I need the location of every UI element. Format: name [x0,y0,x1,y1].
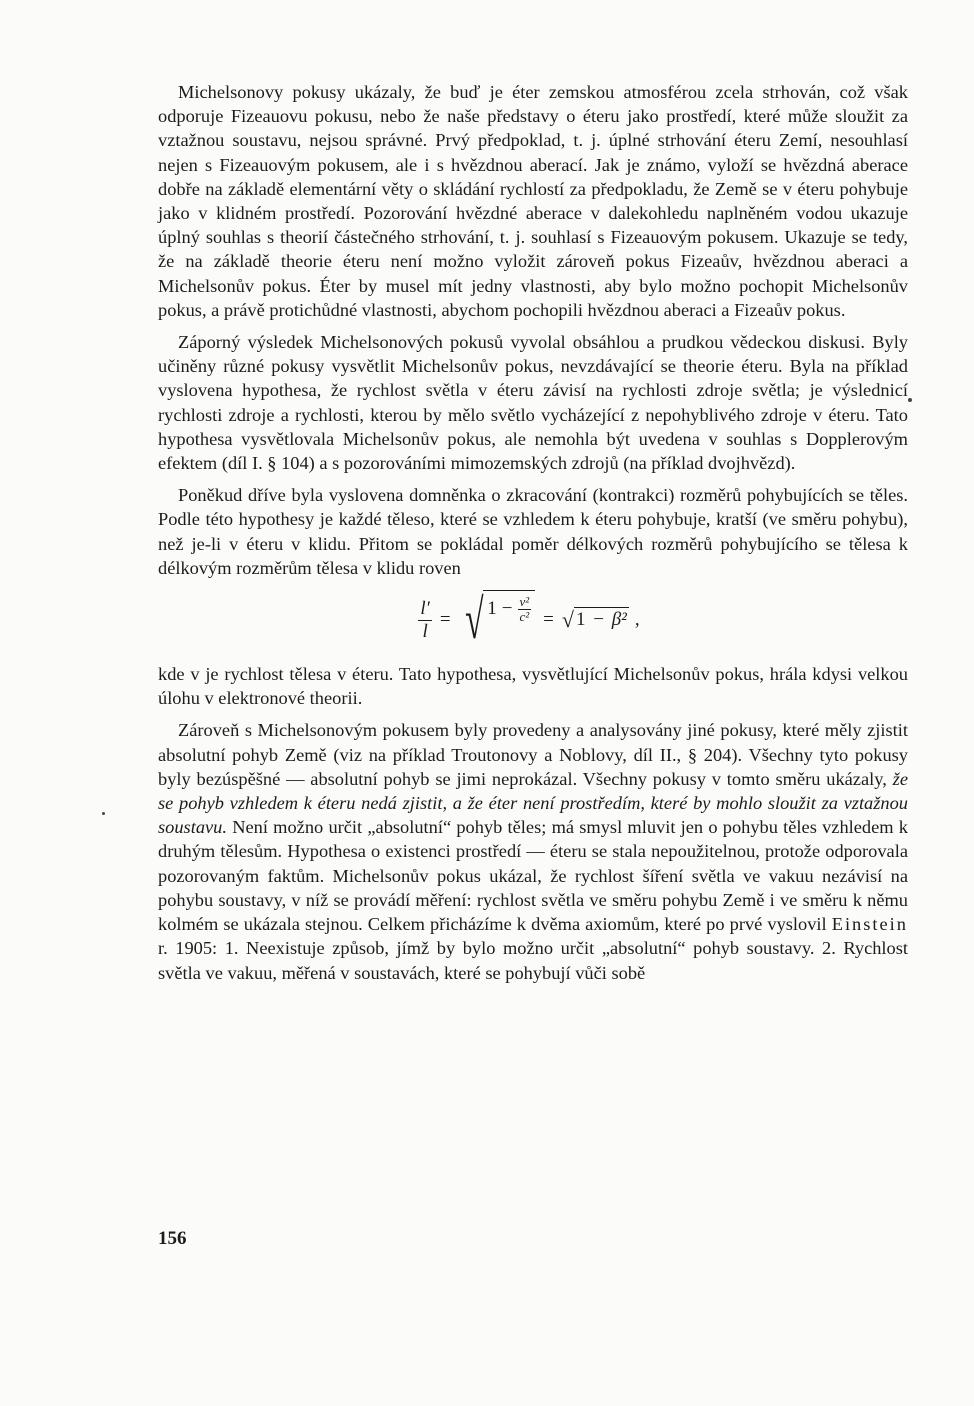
emphasized-text: že se pohyb vzhledem k éteru nedá zjistit, a že éter není prostředím, které by mohlo sloužit za vztažnou soustavu. [158,768,908,838]
formula-sqrt-sign: √ [464,589,484,652]
formula-radicand-2: 1 − β² [574,607,629,632]
paragraph-contraction: Poněkud dříve byla vyslovena domněnka o zkracování (kontrakci) rozměrů pohybujících se těles. Podle této hypothesy je každé těleso, které se vzhledem k éteru pohybuje, kratší (ve směru pohybu), než je-li v éteru v klidu. Přitom se pokládal poměr délkových rozměrů pohybujícího se tělesa k délkovým rozměrům tělesa v klidu roven [158,485,908,578]
speck-mark-2 [102,812,105,815]
formula-sqrt-sign-2: √ [561,606,574,632]
name-einstein: Einstein [831,914,908,935]
speck-mark [908,398,912,402]
body-text [158,80,908,993]
contraction-formula [158,582,908,658]
page-number: 156 [158,1228,187,1249]
paragraph-negative-result: Záporný výsledek Michelsonových pokusů vyvolal obsáhlou a prudkou vědeckou diskusi. Byly učiněny různé pokusy vysvětlit Michelsonův pokus, nevzdávající se theorie éteru. Byla na příklad vyslovena hypothesa, že rychlost světla v éteru závisí na rychlosti zdroje světla; je výslednicí rychlosti zdroje a rychlosti, kterou by mělo světlo vycházející z nepohyblivého zdroje v éteru. Tato hypothesa vysvětlovala Michelsonův pokus, ale nemohla být uvedena v souhlas s Dopplerovým efektem (díl I. § 104) a s pozorováními mimozemských zdrojů (na příklad dvojhvězd). [158,332,908,474]
formula-lhs-fraction: $\frac{l'}{l}$ [420,597,430,642]
formula-radicand: 1 − $\frac{\text{v²}}{\text{c²}}$ [483,590,535,624]
formula-equals-2: = [543,608,554,630]
paragraph-michelson-results: Michelsonovy pokusy ukázaly, že buď je éter zemskou atmosférou zcela strhován, což však odporuje Fizeauovu pokusu, nebo že naše představy o éteru jako prostředí, které může sloužit za vztažnou soustavu, nejsou správné. Prvý předpoklad, t. j. úplné strhování éteru Zemí, nesouhlasí nejen s Fizeauovým pokusem, ale i s hvězdnou aberací. Jak je známo, vyloží se hvězdná aberace dobře na základě elementární věty o skládání rychlostí za předpokladu, že Země se v éteru pohybuje jako v klidném prostředí. Pozorování hvězdné aberace v dalekohledu naplněném vodou ukazuje úplný souhlas s theorií částečného strhování, t. j. souhlasí s Fizeauovým pokusem. Ukazuje se tedy, že na základě theorie éteru není možno vyložit zároveň pokus Fizeaův, hvězdnou aberaci a Michelsonův pokus. Éter by musel mít jedny vlastnosti, aby bylo možno pochopit Michelsonův pokus, a právě protichůdné vlastnosti, abychom pochopili hvězdnou aberaci a Fizeaův pokus. [158,82,908,320]
formula-v2-over-c2: $\frac{\text{v²}}{\text{c²}}$ [519,594,530,625]
paragraph-einstein-axioms: Zároveň s Michelsonovým pokusem byly provedeny a analysovány jiné pokusy, které měly zjistit absolutní pohyb Země (viz na příklad Troutonovy a Noblovy, díl II., § 204). Všechny tyto pokusy byly bezúspěšné — absolutní pohyb se jimi neprokázal. Všechny pokusy v tomto směru ukázaly, že se pohyb vzhledem k éteru nedá zjistit, a že éter není prostředím, které by mohlo sloužit za vztažnou soustavu. Není možno určit „absolutní“ pohyb těles; má smysl mluvit jen o pohybu těles vzhledem k druhým tělesům. Hypothesa o existenci prostředí — éteru se stala nepoužitelnou, protože odporovala pozorovaným faktům. Michelsonův pokus ukázal, že rychlost šíření světla ve vakuu nezávisí na pohybu soustavy, v níž se provádí měření: rychlost světla ve směru pohybu Země i ve směru k němu kolmém se ukázala stejnou. Celkem přicházíme k dvěma axiomům, které po prvé vyslovil Einstein r. 1905: 1. Neexistuje způsob, jímž by bylo možno určit „absolutní“ pohyb soustavy. 2. Rychlost světla ve vakuu, měřená v soustavách, které se pohybují vůči sobě [158,720,908,983]
paragraph-after-formula: kde v je rychlost tělesa v éteru. Tato hypothesa, vysvětlující Michelsonův pokus, hrála kdysi velkou úlohu v elektronové theorii. [158,664,908,709]
formula-equals: = [439,608,451,630]
formula-comma: , [634,608,640,630]
